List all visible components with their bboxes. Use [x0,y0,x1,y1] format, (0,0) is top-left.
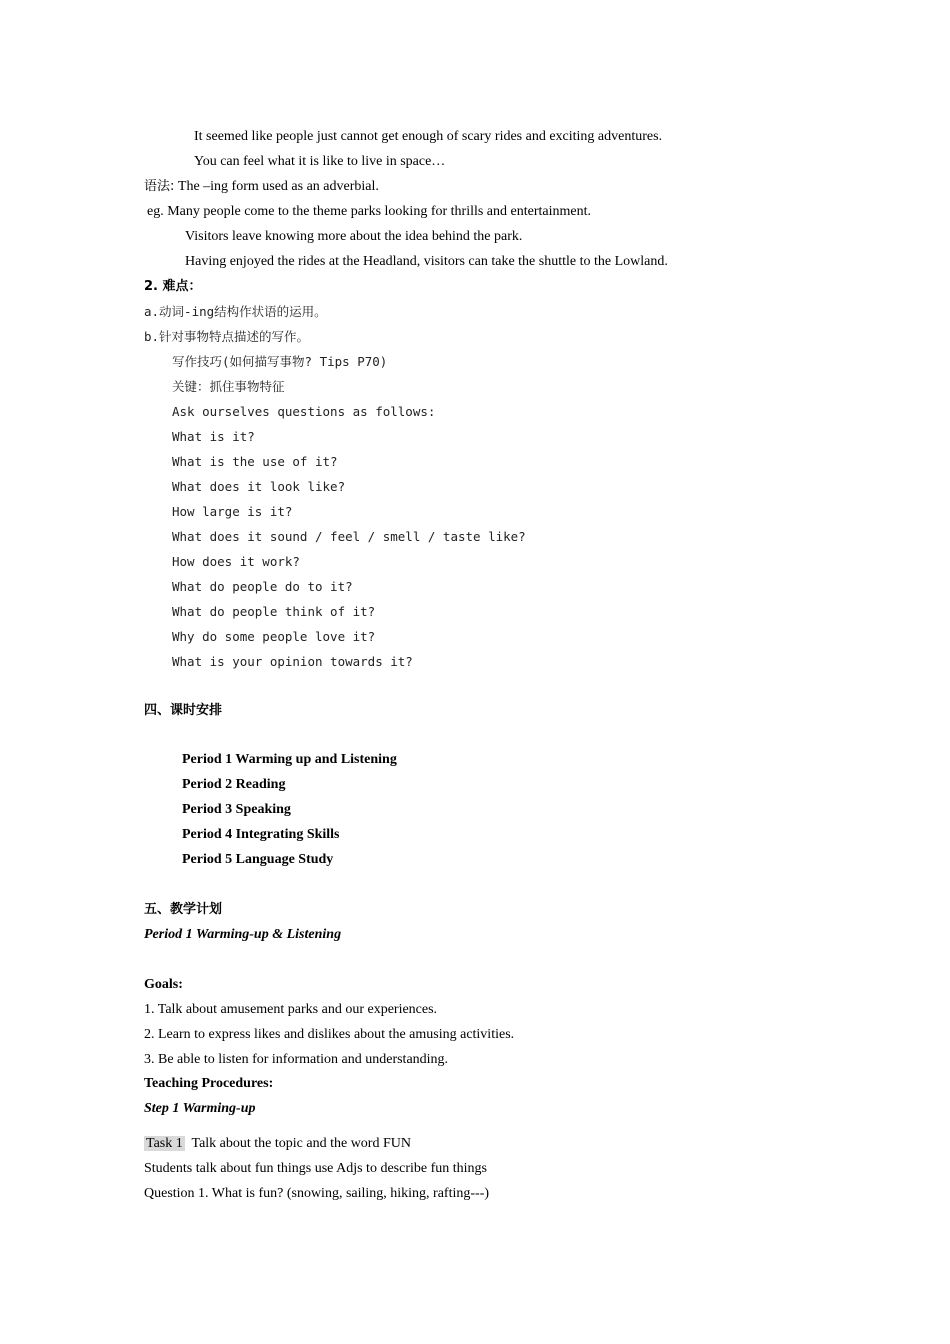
difficulty-a: a.动词-ing结构作状语的运用。 [144,304,327,319]
goal-item: 1. Talk about amusement parks and our experiences. [144,1002,438,1017]
question-item: What does it look like? [172,479,346,494]
intro-line-1: It seemed like people just cannot get enough of scary rides and exciting adventures. [194,129,663,144]
question-item: What is it? [172,429,255,444]
step-1-title: Step 1 Warming-up [144,1101,256,1116]
period-item: Period 2 Reading [182,777,286,792]
task-1-description: Students talk about fun things use Adjs to describe fun things [144,1161,487,1176]
question-item: What does it sound / feel / smell / taste like? [172,529,526,544]
question-item: What is the use of it? [172,454,338,469]
grammar-example-3: Having enjoyed the rides at the Headland, visitors can take the shuttle to the Lowland. [185,254,668,269]
grammar-label: 语法: [144,179,175,194]
period-title: Period 1 Warming-up & Listening [144,927,342,942]
schedule-heading: 四、课时安排 [144,703,223,718]
period-item: Period 3 Speaking [182,802,291,817]
period-item: Period 5 Language Study [182,852,334,867]
difficulties-heading: 2. 难点： [144,279,202,294]
period-item: Period 1 Warming up and Listening [182,752,397,767]
grammar-topic: The –ing form used as an adverbial. [174,179,379,194]
plan-heading: 五、教学计划 [144,902,223,917]
question-item: How does it work? [172,554,300,569]
task-1-line [144,1135,411,1153]
question-item: What do people do to it? [172,579,353,594]
task-1-text: Talk about the topic and the word FUN [184,1136,411,1151]
goals-label: Goals: [144,977,183,992]
writing-tips: 写作技巧(如何描写事物? Tips P70) [172,354,388,369]
grammar-line [144,178,379,196]
writing-key: 关键：抓住事物特征 [172,379,285,394]
question-item: How large is it? [172,504,293,519]
grammar-example-2: Visitors leave knowing more about the idea behind the park. [185,229,523,244]
task-1-label: Task 1 [146,1136,183,1151]
question-1: Question 1. What is fun? (snowing, sailing, hiking, rafting---) [144,1186,490,1201]
question-item: What is your opinion towards it? [172,654,413,669]
ask-questions-intro: Ask ourselves questions as follows: [172,404,436,419]
procedures-label: Teaching Procedures: [144,1076,274,1091]
goal-item: 2. Learn to express likes and dislikes about the amusing activities. [144,1027,515,1042]
period-item: Period 4 Integrating Skills [182,827,340,842]
question-item: Why do some people love it? [172,629,376,644]
difficulty-b: b.针对事物特点描述的写作。 [144,329,310,344]
goal-item: 3. Be able to listen for information and understanding. [144,1052,449,1067]
grammar-example-1: eg. Many people come to the theme parks looking for thrills and entertainment. [147,204,591,219]
intro-line-2: You can feel what it is like to live in space… [194,154,446,169]
question-item: What do people think of it? [172,604,376,619]
